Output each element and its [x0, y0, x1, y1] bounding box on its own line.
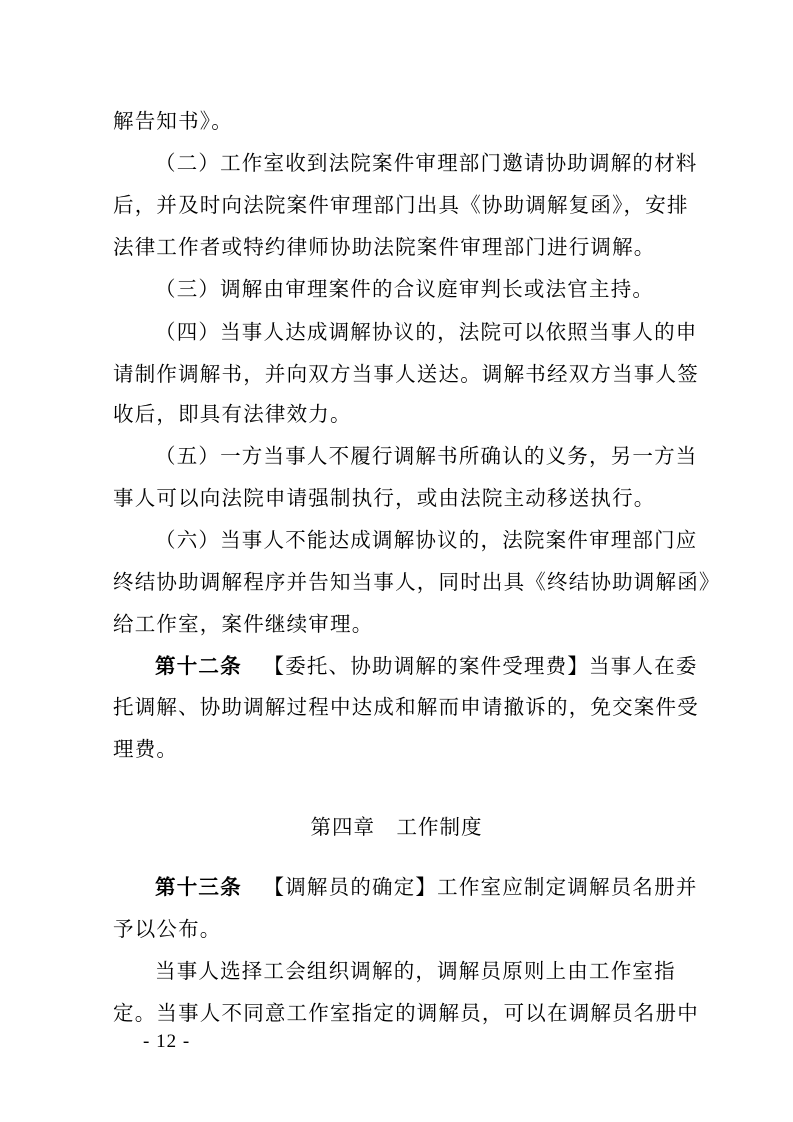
paragraph-line: 终结协助调解程序并告知当事人，同时出具《终结协助调解函》 [113, 570, 721, 594]
paragraph-line: 请制作调解书，并向双方当事人送达。调解书经双方当事人签 [113, 362, 699, 386]
article-13-label: 第十三条 [155, 875, 242, 899]
page-number: - 12 - [143, 1031, 191, 1052]
article-12-text: 【委托、协助调解的案件受理费】当事人在委 [263, 654, 698, 678]
paragraph-line: 法律工作者或特约律师协助法院案件审理部门进行调解。 [113, 235, 656, 259]
paragraph-line: 定。当事人不同意工作室指定的调解员，可以在调解员名册中 [113, 1001, 699, 1025]
paragraph-line: 予以公布。 [113, 917, 222, 941]
paragraph-line: 理费。 [113, 737, 179, 761]
article-12-line [155, 651, 735, 681]
paragraph-line: （二）工作室收到法院案件审理部门邀请协助调解的材料 [155, 151, 698, 175]
paragraph-line: 事人可以向法院申请强制执行，或由法院主动移送执行。 [113, 486, 656, 510]
paragraph-line: 当事人选择工会组织调解的，调解员原则上由工作室指 [155, 959, 676, 983]
paragraph-line: （五）一方当事人不履行调解书所确认的义务，另一方当 [155, 444, 698, 468]
paragraph-line: 收后，即具有法律效力。 [113, 402, 352, 426]
article-12-label: 第十二条 [155, 654, 242, 678]
paragraph-line: （六）当事人不能达成调解协议的，法院案件审理部门应 [155, 528, 698, 552]
paragraph-line: （四）当事人达成调解协议的，法院可以依照当事人的申 [155, 320, 698, 344]
article-13-text: 【调解员的确定】工作室应制定调解员名册并 [263, 875, 698, 899]
article-13-line [155, 872, 735, 902]
paragraph-line: 后，并及时向法院案件审理部门出具《协助调解复函》，安排 [113, 193, 689, 217]
paragraph-line: 给工作室，案件继续审理。 [113, 612, 374, 636]
paragraph-line: （三）调解由审理案件的合议庭审判长或法官主持。 [155, 277, 655, 301]
paragraph-line: 托调解、协助调解过程中达成和解而申请撤诉的，免交案件受 [113, 695, 699, 719]
chapter-heading: 第四章 工作制度 [310, 815, 483, 839]
paragraph-line: 解告知书》。 [113, 109, 233, 133]
